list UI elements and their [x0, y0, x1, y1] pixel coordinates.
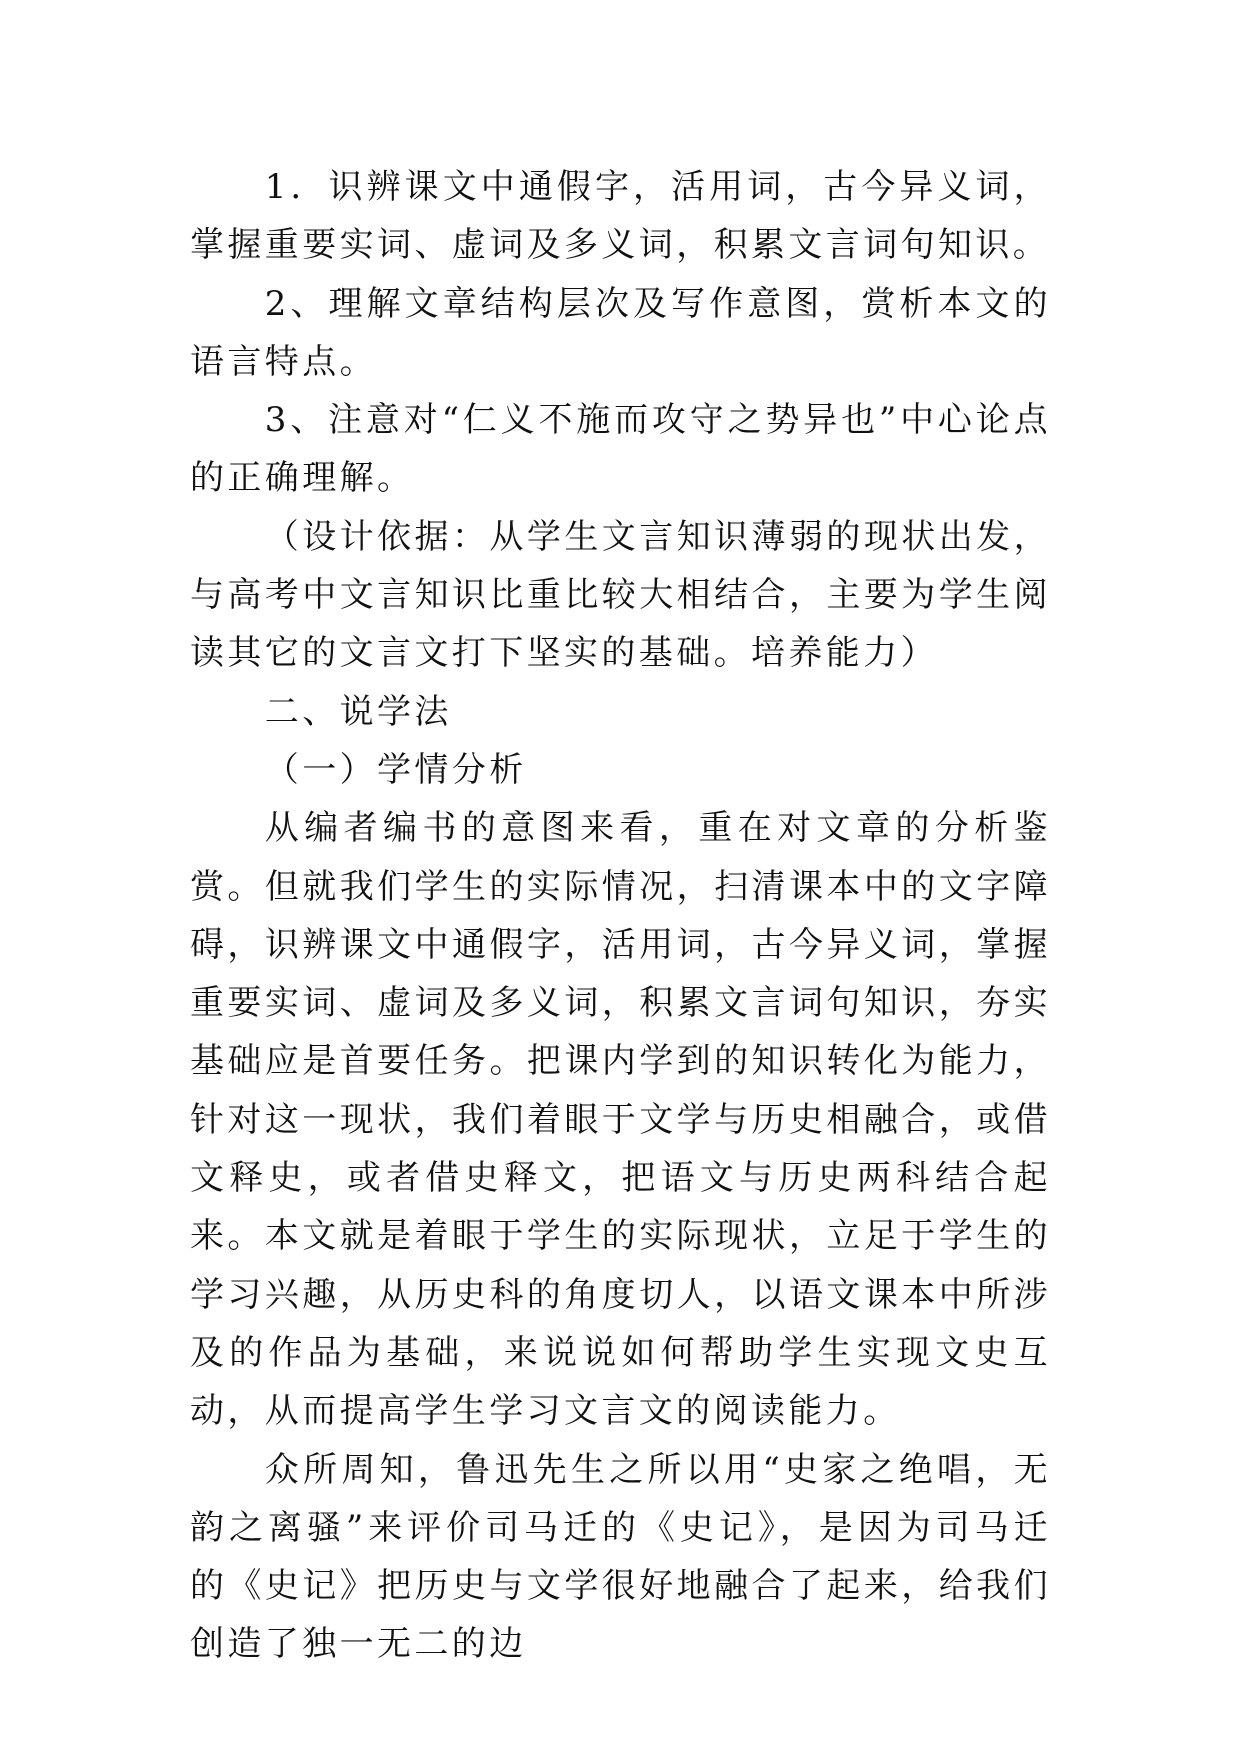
- paragraph-goal-1: 1．识辨课文中通假字，活用词，古今异义词，掌握重要实词、虚词及多义词，积累文言词句知识。: [190, 167, 1051, 266]
- paragraph-design-basis: （设计依据：从学生文言知识薄弱的现状出发，与高考中文言知识比重比较大相结合，主要为学生阅读其它的文言文打下坚实的基础。培养能力）: [190, 516, 1051, 674]
- subsection-heading-learner-analysis: （一）学情分析: [264, 749, 527, 790]
- paragraph-shiji: 众所周知，鲁迅先生之所以用“史家之绝唱，无韵之离骚”来评价司马迁的《史记》，是因为司马迁的《史记》把历史与文学很好地融合了起来，给我们创造了独一无二的边: [190, 1449, 1051, 1665]
- section-heading-study-method: 二、说学法: [264, 691, 452, 732]
- paragraph-goal-3: 3、注意对“仁义不施而攻守之势异也”中心论点的正确理解。: [190, 400, 1051, 499]
- paragraph-goal-2: 2、理解文章结构层次及写作意图，赏析本文的语言特点。: [190, 283, 1051, 382]
- paragraph-learner-analysis: 从编者编书的意图来看，重在对文章的分析鉴赏。但就我们学生的实际情况，扫清课本中的文字障碍，识辨课文中通假字，活用词，古今异义词，掌握重要实词、虚词及多义词，积累文言词句知识，夯实基础应是首要任务。把课内学到的知识转化为能力，针对这一现状，我们着眼于文学与历史相融合，或借文释史，或者借史释文，把语文与历史两科结合起来。本文就是着眼于学生的实际现状，立足于学生的学习兴趣，从历史科的角度切人，以语文课本中所涉及的作品为基础，来说说如何帮助学生实现文史互动，从而提高学生学习文言文的阅读能力。: [190, 808, 1051, 1432]
